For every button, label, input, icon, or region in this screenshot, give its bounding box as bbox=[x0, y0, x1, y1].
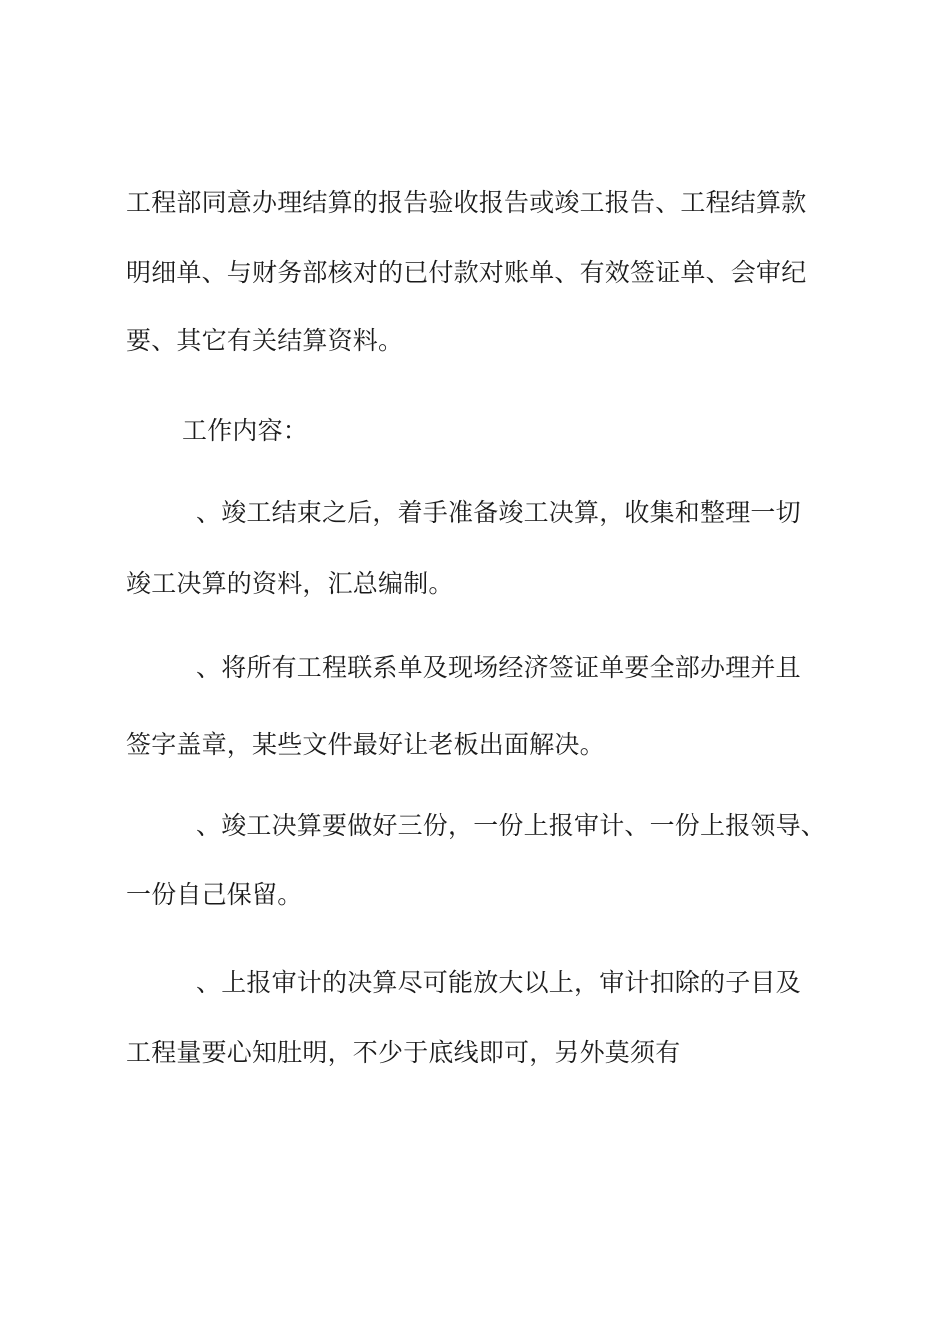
text-line-3: 要、其它有关结算资料。 bbox=[126, 326, 404, 355]
text-line-9: 、竣工决算要做好三份，一份上报审计、一份上报领导、 bbox=[196, 811, 827, 840]
text-line-10: 一份自己保留。 bbox=[126, 880, 303, 909]
text-line-6: 竣工决算的资料，汇总编制。 bbox=[126, 569, 454, 598]
text-line-8: 签字盖章，某些文件最好让老板出面解决。 bbox=[126, 730, 605, 759]
text-line-2: 明细单、与财务部核对的已付款对账单、有效签证单、会审纪 bbox=[126, 258, 807, 287]
text-line-5: 、竣工结束之后，着手准备竣工决算，收集和整理一切 bbox=[196, 498, 801, 527]
text-line-12: 工程量要心知肚明，不少于底线即可，另外莫须有 bbox=[126, 1038, 681, 1067]
text-line-7: 、将所有工程联系单及现场经济签证单要全部办理并且 bbox=[196, 653, 801, 682]
text-line-11: 、上报审计的决算尽可能放大以上，审计扣除的子目及 bbox=[196, 968, 801, 997]
text-line-1: 工程部同意办理结算的报告验收报告或竣工报告、工程结算款 bbox=[126, 188, 807, 217]
section-heading: 工作内容： bbox=[182, 416, 309, 445]
